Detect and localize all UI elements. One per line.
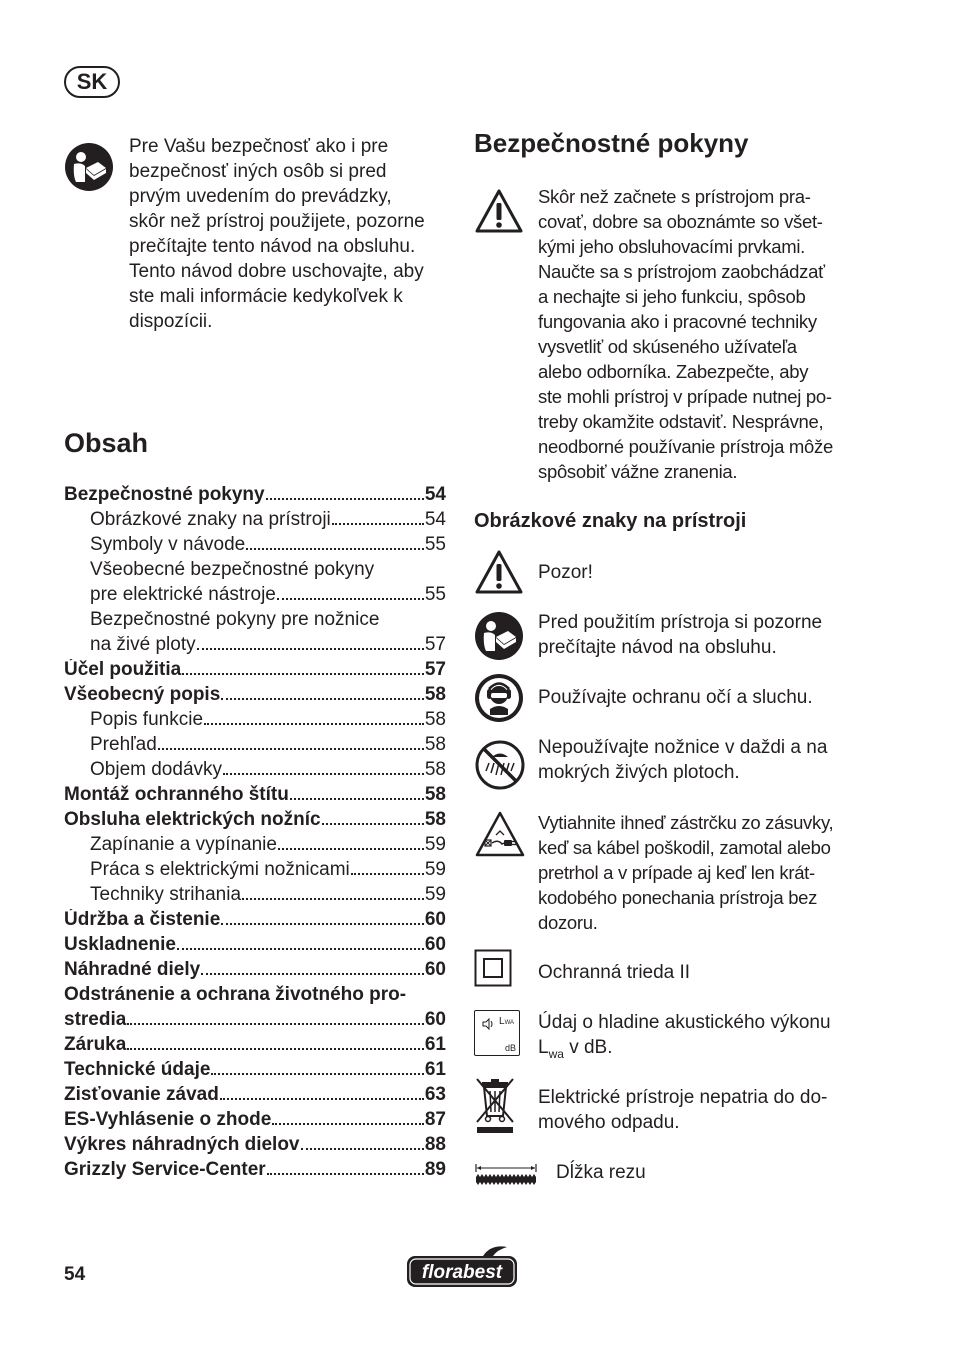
toc-entry[interactable]: Technické údaje 61: [64, 1059, 446, 1080]
toc-entry[interactable]: Montáž ochranného štítu 58: [64, 784, 446, 805]
toc-entry[interactable]: Zisťovanie závad 63: [64, 1084, 446, 1105]
table-of-contents: [64, 484, 446, 1184]
toc-entry[interactable]: Výkres náhradných dielov 88: [64, 1134, 446, 1155]
safety-warning-text: Skôr než začnete s prístrojom pra- covať, dobre sa oboznámte so všet- kými jeho obsluhovacími prvkami. Naučte sa s prístrojom zaobchádzať a nechajte si jeho funkciu, spôsob fungovania ako i pracovné techniky vysvetliť od skúseného užívateľa alebo odborníka. Zabezpečte, aby ste mohli prístroj v prípade nutnej po- treby okamžite odstaviť. Nesprávne, neodborné používanie prístroja môže spôsobiť vážne zranenia.: [538, 186, 833, 482]
toc-entry[interactable]: pre elektrické nástroje 55: [90, 584, 446, 605]
toc-entry[interactable]: Uskladnenie 60: [64, 934, 446, 955]
toc-entry[interactable]: stredia 60: [64, 1009, 446, 1030]
toc-entry[interactable]: Objem dodávky 58: [90, 759, 446, 780]
language-badge: SK: [64, 66, 120, 98]
toc-entry[interactable]: Obsluha elektrických nožníc 58: [64, 809, 446, 830]
toc-entry[interactable]: Práca s elektrickými nožnicami 59: [90, 859, 446, 880]
toc-entry[interactable]: ES-Vyhlásenie o zhode 87: [64, 1109, 446, 1130]
toc-title: Obsah: [64, 428, 149, 458]
sound-power-icon: [474, 1010, 520, 1056]
symbol-unplug-text: Vytiahnite ihneď zástrčku zo zásuvky, keď sa kábel poškodil, zamotal alebo pretrhol a v prípade aj keď len krát- kodobého ponechania prístroja bez dozoru.: [538, 812, 834, 933]
toc-entry[interactable]: Záruka 61: [64, 1034, 446, 1055]
read-manual-icon: [64, 142, 114, 192]
symbol-protection-text: Používajte ochranu očí a sluchu.: [538, 687, 813, 708]
toc-entry[interactable]: na živé ploty 57: [90, 634, 446, 655]
symbol-read-manual-text: Pred použitím prístroja si pozorne prečítajte návod na obsluhu.: [538, 612, 823, 658]
cutting-length-icon: [474, 1160, 540, 1188]
page-number: 54: [64, 1264, 86, 1285]
symbol-class2-text: Ochranná trieda II: [538, 962, 691, 983]
symbol-sound-text: Údaj o hladine akustického výkonu $L_{wa}$ v dB.: [538, 1010, 868, 1067]
lwa-line: $L_{wa}$ v dB.: [538, 1037, 613, 1061]
symbol-caution-text: Pozor!: [538, 562, 593, 583]
toc-entry[interactable]: Bezpečnostné pokyny 54: [64, 484, 446, 505]
toc-entry[interactable]: Účel použitia 57: [64, 659, 446, 680]
symbol-cutting-length-text: Dĺžka rezu: [556, 1162, 646, 1183]
symbols-title: Obrázkové znaky na prístroji: [474, 510, 747, 532]
symbol-no-rain-text: Nepoužívajte nožnice v daždi a na mokrých živých plotoch.: [538, 737, 828, 783]
protection-class-2-icon: [474, 949, 512, 987]
svg-text:florabest: florabest: [421, 1262, 503, 1283]
toc-entry[interactable]: Údržba a čistenie 60: [64, 909, 446, 930]
intro-text: Pre Vašu bezpečnosť ako i pre bezpečnosť iných osôb si pred prvým uvedením do prevádzky, skôr než prístroj použijete, pozorne prečítajte tento návod na obsluhu. Tento návod dobre uschovajte, aby ste mali informácie kedykoľvek k dispozícii.: [129, 136, 425, 332]
toc-entry[interactable]: Obrázkové znaky na prístroji 54: [90, 509, 446, 530]
eye-ear-protection-icon: [474, 673, 524, 723]
toc-entry[interactable]: Bezpečnostné pokyny pre nožnice: [90, 609, 380, 630]
warning-triangle-icon: [474, 549, 524, 595]
toc-entry[interactable]: Techniky strihania 59: [90, 884, 446, 905]
weee-bin-icon: [474, 1076, 516, 1134]
toc-entry[interactable]: Popis funkcie 58: [90, 709, 446, 730]
toc-entry[interactable]: Náhradné diely 60: [64, 959, 446, 980]
toc-entry[interactable]: Všeobecné bezpečnostné pokyny: [90, 559, 375, 580]
unplug-warning-icon: [474, 810, 526, 858]
read-manual-icon: [474, 611, 524, 661]
lwa-label: LWA: [499, 1016, 515, 1027]
db-label: dB: [504, 1043, 516, 1053]
toc-entry[interactable]: Prehľad 58: [90, 734, 446, 755]
no-rain-icon: [474, 739, 526, 791]
toc-entry[interactable]: Všeobecný popis 58: [64, 684, 446, 705]
toc-entry[interactable]: Grizzly Service-Center 89: [64, 1159, 446, 1180]
warning-triangle-icon: [474, 188, 524, 234]
speaker-icon: [480, 1016, 496, 1032]
safety-title: Bezpečnostné pokyny: [474, 128, 749, 158]
toc-entry[interactable]: Zapínanie a vypínanie 59: [90, 834, 446, 855]
symbol-weee-text: Elektrické prístroje nepatria do do- mového odpadu.: [538, 1087, 828, 1133]
toc-entry[interactable]: Odstránenie a ochrana životného pro-: [64, 984, 407, 1005]
toc-entry[interactable]: Symboly v návode 55: [90, 534, 446, 555]
brand-logo: [405, 1244, 519, 1290]
